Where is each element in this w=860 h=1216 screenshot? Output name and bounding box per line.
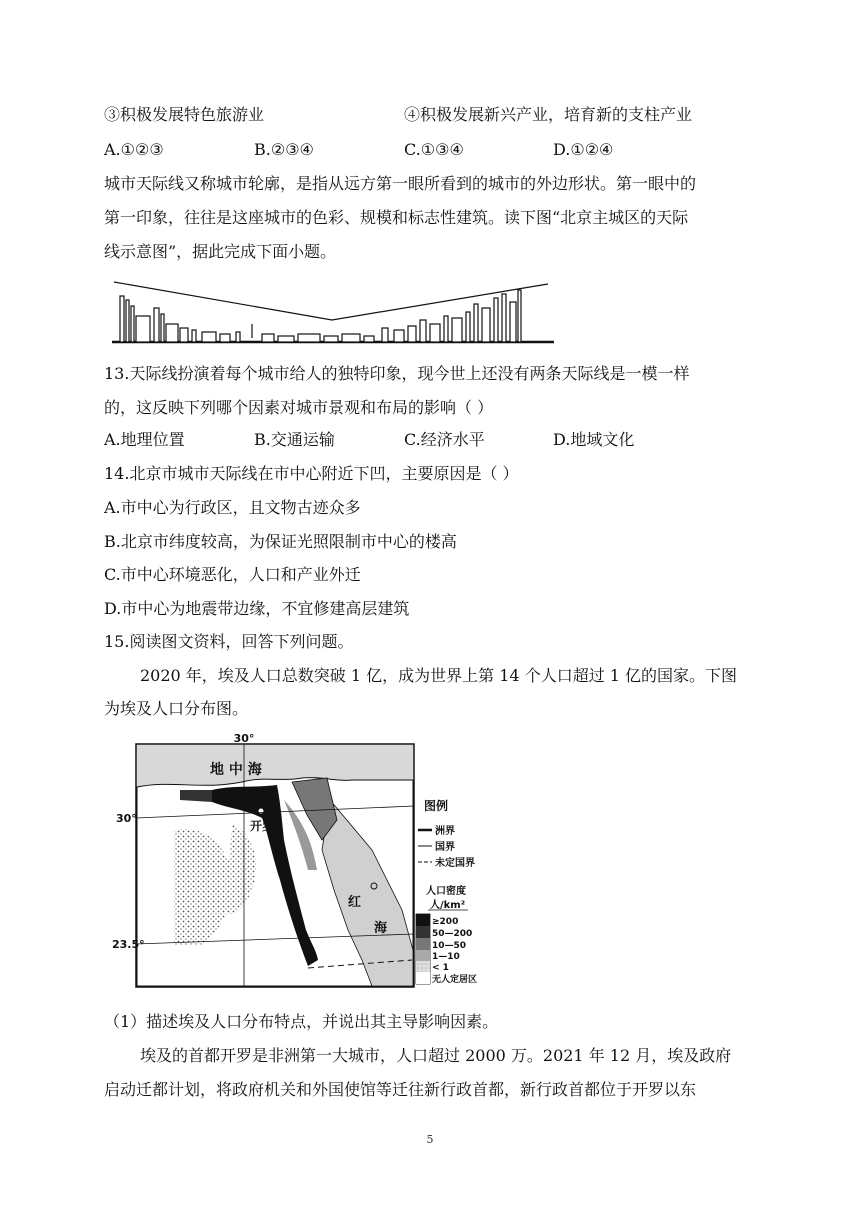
choice-b: B.②③④ (254, 140, 314, 159)
legend-title: 图例 (424, 799, 449, 813)
legend-continent: 洲界 (435, 826, 455, 837)
capital-para-line1: 埃及的首都开罗是非洲第一大城市，人口超过 2000 万。2021 年 12 月，埃及政府 (140, 1046, 732, 1065)
q13-choice-b: B.交通运输 (254, 430, 335, 449)
option-4-text: ④积极发展新兴产业，培育新的支柱产业 (404, 105, 693, 124)
beijing-skyline-figure (112, 276, 554, 346)
intro-para-line2: 第一印象，往往是这座城市的色彩、规模和标志性建筑。读下图“北京主城区的天际 (104, 208, 689, 227)
q15-para-line2: 为埃及人口分布图。 (104, 699, 249, 718)
q14-choice-a: A.市中心为行政区，且文物古迹众多 (104, 498, 361, 517)
q13-choice-c: C.经济水平 (404, 430, 485, 449)
page-number: 5 (426, 1133, 434, 1146)
q14-choice-c: C.市中心环境恶化，人口和产业外迁 (104, 565, 361, 584)
density-level-5: < 1 (432, 963, 449, 973)
red-sea-label-2: 海 (374, 921, 388, 936)
choice-c: C.①③④ (404, 140, 464, 159)
choice-a: A.①②③ (104, 140, 164, 159)
egypt-population-map (112, 730, 532, 995)
density-level-2: 50—200 (432, 929, 473, 939)
red-sea-label-1: 红 (348, 895, 362, 910)
legend-undetermined: 未定国界 (435, 858, 475, 869)
density-level-4: 1—10 (432, 952, 460, 962)
q13-stem-line2: 的，这反映下列哪个因素对城市景观和布局的影响（ ） (104, 398, 494, 417)
q14-choice-b: B.北京市纬度较高，为保证光照限制市中心的楼高 (104, 532, 457, 551)
density-title: 人口密度 (426, 886, 466, 897)
meridian-label: 30° (233, 732, 255, 745)
q13-stem-line1: 13.天际线扮演着每个城市给人的独特印象，现今世上还没有两条天际线是一模一样 (104, 364, 690, 383)
intro-para-line3: 线示意图”，据此完成下面小题。 (104, 242, 337, 261)
lat-23-label: 23.5° (112, 938, 145, 951)
q15-para-line1: 2020 年，埃及人口总数突破 1 亿，成为世界上第 14 个人口超过 1 亿的国家。下图 (140, 666, 738, 685)
q13-choice-a: A.地理位置 (104, 430, 185, 449)
q15-stem: 15.阅读图文资料，回答下列问题。 (104, 632, 354, 651)
legend-national: 国界 (435, 842, 455, 853)
cairo-label: 开罗 (250, 819, 275, 833)
capital-para-line2: 启动迁都计划，将政府机关和外国使馆等迁往新行政首都，新行政首都位于开罗以东 (104, 1080, 697, 1099)
sub-question-1: （1）描述埃及人口分布特点，并说出其主导影响因素。 (104, 1012, 499, 1031)
density-level-3: 10—50 (432, 941, 467, 951)
intro-para-line1: 城市天际线又称城市轮廓，是指从远方第一眼所看到的城市的外边形状。第一眼中的 (104, 174, 697, 193)
mediterranean-label: 地 中 海 (210, 762, 262, 778)
choice-d: D.①②④ (553, 140, 614, 159)
density-level-1: ≥200 (432, 917, 459, 927)
q14-choice-d: D.市中心为地震带边缘，不宜修建高层建筑 (104, 599, 410, 618)
lat-30-label: 30° (116, 812, 137, 825)
q14-stem: 14.北京市城市天际线在市中心附近下凹，主要原因是（ ） (104, 464, 519, 483)
option-3-text: ③积极发展特色旅游业 (104, 105, 265, 124)
density-unit: 人/km² (430, 900, 466, 911)
q13-choice-d: D.地域文化 (553, 430, 635, 449)
density-level-6: 无人定居区 (432, 975, 478, 985)
